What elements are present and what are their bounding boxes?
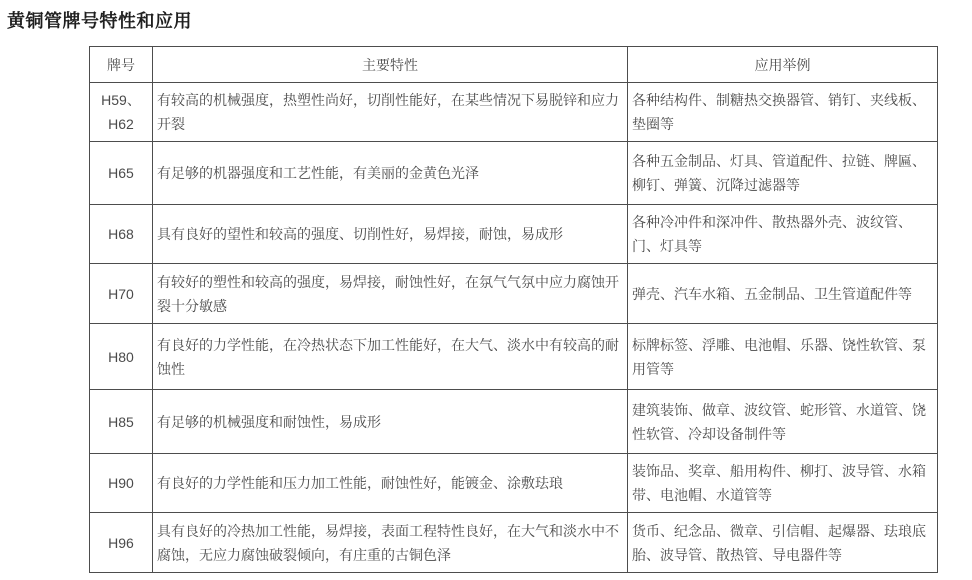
table-row <box>90 264 938 324</box>
apps-cell: 各种五金制品、灯具、管道配件、拉链、牌匾、柳钉、弹簧、沉降过滤器等 <box>628 142 938 205</box>
apps-cell: 各种结构件、制糖热交换器管、销钉、夹线板、垫圈等 <box>628 83 938 142</box>
traits-cell: 有足够的机器强度和工艺性能，有美丽的金黄色光泽 <box>153 142 628 205</box>
page-title: 黄铜管牌号特性和应用 <box>7 11 192 31</box>
apps-cell: 装饰品、奖章、船用构件、柳打、波导管、水箱带、电池帽、水道管等 <box>628 454 938 513</box>
apps-cell: 弹壳、汽车水箱、五金制品、卫生管道配件等 <box>628 264 938 324</box>
grade-cell: H65 <box>90 142 153 205</box>
table-row <box>90 142 938 205</box>
table-row <box>90 513 938 573</box>
traits-cell: 有较好的塑性和较高的强度，易焊接，耐蚀性好，在氛气气氛中应力腐蚀开裂十分敏感 <box>153 264 628 324</box>
traits-cell: 有较高的机械强度，热塑性尚好，切削性能好，在某些情况下易脱锌和应力开裂 <box>153 83 628 142</box>
traits-cell: 具有良好的冷热加工性能，易焊接，表面工程特性良好，在大气和淡水中不腐蚀，无应力腐蚀破裂倾向，有庄重的古铜色泽 <box>153 513 628 573</box>
apps-cell: 标牌标签、浮雕、电池帽、乐器、饶性软管、泵用管等 <box>628 324 938 390</box>
table-row <box>90 454 938 513</box>
apps-cell: 货币、纪念品、微章、引信帽、起爆器、珐琅底胎、波导管、散热管、导电器件等 <box>628 513 938 573</box>
traits-cell: 有良好的力学性能，在冷热状态下加工性能好，在大气、淡水中有较高的耐蚀性 <box>153 324 628 390</box>
table-row <box>90 324 938 390</box>
grade-cell: H90 <box>90 454 153 513</box>
apps-cell: 建筑装饰、做章、波纹管、蛇形管、水道管、饶性软管、冷却设备制件等 <box>628 390 938 454</box>
brass-grade-table <box>89 46 938 573</box>
traits-cell: 有良好的力学性能和压力加工性能，耐蚀性好，能镀金、涂敷珐琅 <box>153 454 628 513</box>
traits-cell: 具有良好的望性和较高的强度、切削性好，易焊接，耐蚀，易成形 <box>153 205 628 264</box>
grade-cell: H80 <box>90 324 153 390</box>
grade-cell: H68 <box>90 205 153 264</box>
apps-cell: 各种冷冲件和深冲件、散热器外壳、波纹管、门、灯具等 <box>628 205 938 264</box>
table-row <box>90 390 938 454</box>
grade-cell: H59、H62 <box>90 83 153 142</box>
grade-cell: H85 <box>90 390 153 454</box>
header-grade: 牌号 <box>90 47 153 83</box>
grade-cell: H96 <box>90 513 153 573</box>
table-row <box>90 205 938 264</box>
header-apps: 应用举例 <box>628 47 938 83</box>
table-header-row <box>90 47 938 83</box>
table-row <box>90 83 938 142</box>
grade-cell: H70 <box>90 264 153 324</box>
header-traits: 主要特性 <box>153 47 628 83</box>
traits-cell: 有足够的机械强度和耐蚀性，易成形 <box>153 390 628 454</box>
